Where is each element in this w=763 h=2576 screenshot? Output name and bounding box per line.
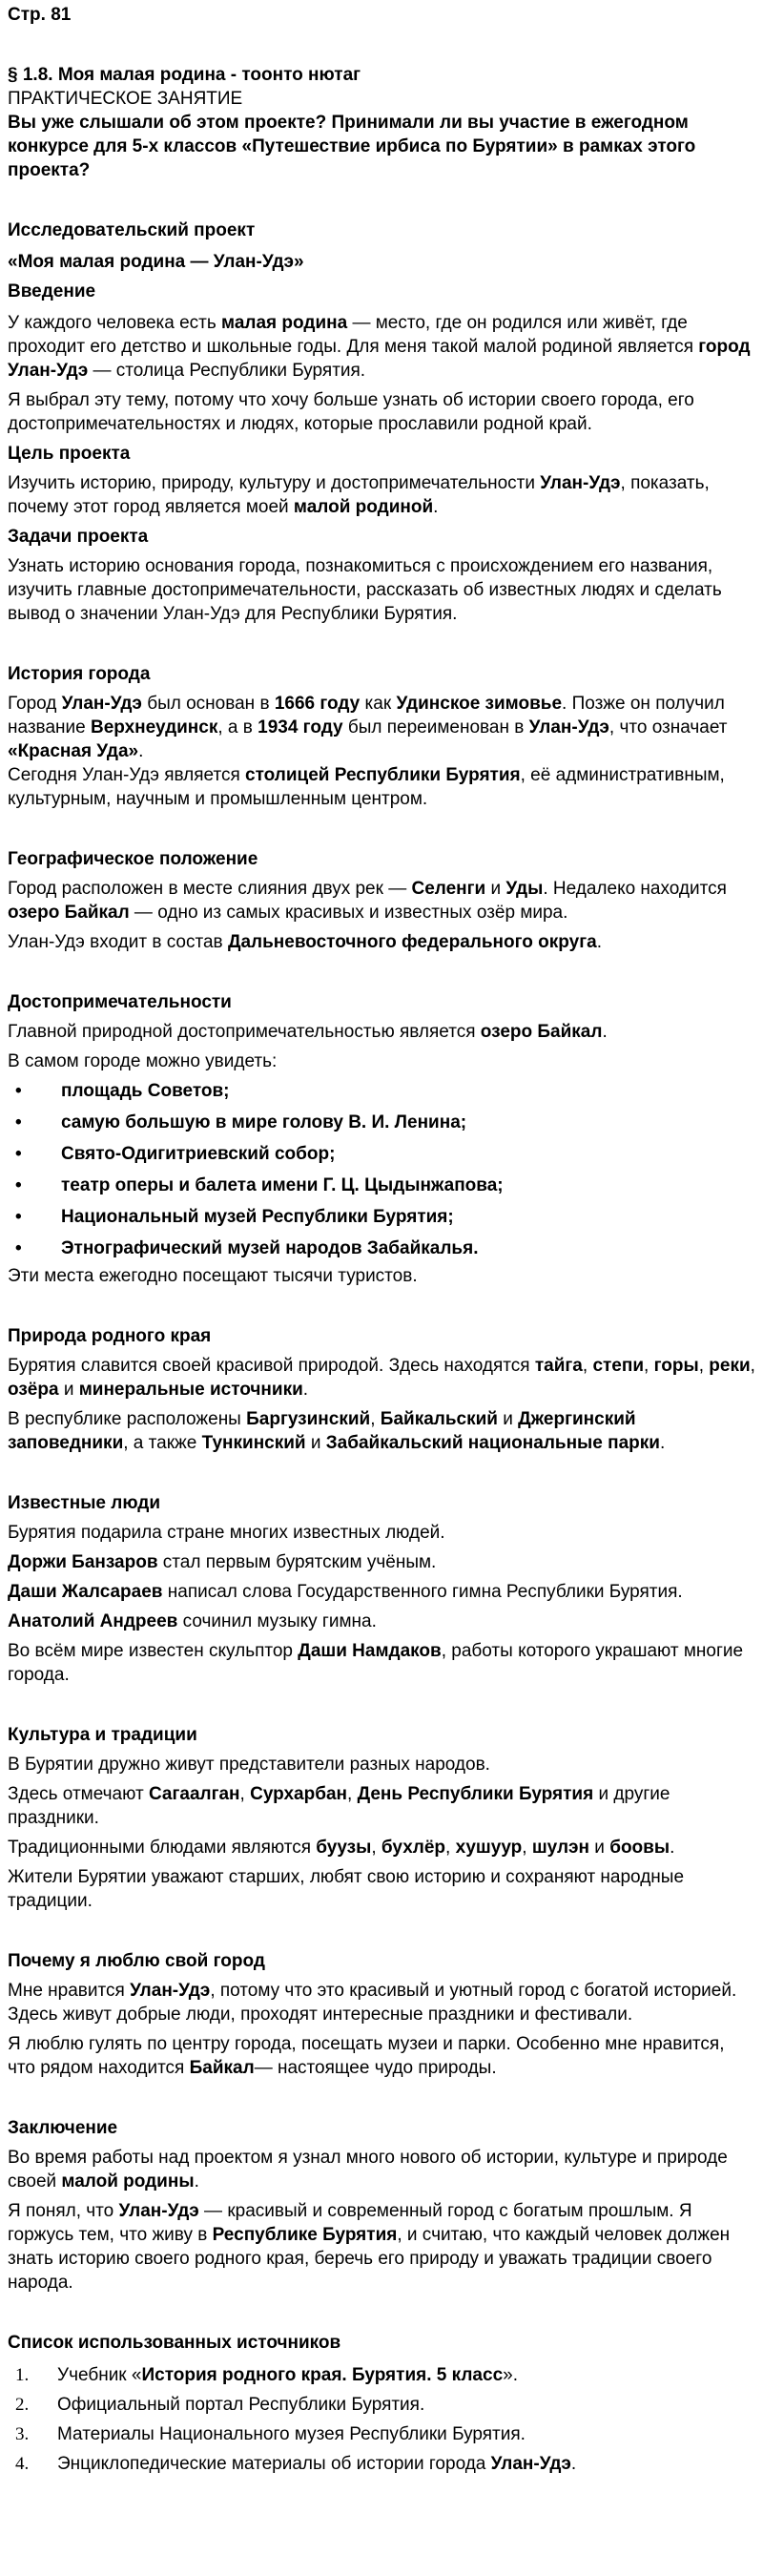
love-paragraph-2: Я люблю гулять по центру города, посещать музеи и парки. Особенно мне нравится, что рядом находится Байкал— настоящее чудо природы. [8,2034,725,2078]
nature-paragraph-1: Бурятия славится своей красивой природой. Здесь находятся тайга, степи, горы, реки, озёра и минеральные источники. [8,1356,755,1400]
people-paragraph-4: Анатолий Андреев сочинил музыку гимна. [8,1611,377,1631]
sights-paragraph-2: В самом городе можно увидеть: [8,1051,278,1071]
tasks-paragraph: Узнать историю основания города, познакомиться с происхождением его названия, изучить главные достопримечательности, рассказать об известных людях и сделать вывод о значении Улан-Удэ для Республики Бурятия. [8,556,722,624]
people-paragraph-3: Даши Жалсараев написал слова Государственного гимна Республики Бурятия. [8,1582,683,1602]
people-paragraph-1: Бурятия подарила стране многих известных людей. [8,1523,445,1543]
sights-paragraph-1: Главной природной достопримечательностью является озеро Байкал. [8,1022,608,1042]
bullet-icon: • [15,1081,22,1101]
list-item: • площадь Советов; [8,1075,755,1107]
goal-paragraph: Изучить историю, природу, культуру и достопримечательности Улан-Удэ, показать, почему этот город является моей малой родиной. [8,473,710,517]
list-item: • Национальный музей Республики Бурятия; [8,1201,755,1233]
culture-paragraph-3: Традиционными блюдами являются буузы, бухлёр, хушуур, шулэн и боовы. [8,1838,675,1858]
tasks-heading: Задачи проекта [8,527,149,547]
bullet-icon: • [15,1238,22,1258]
intro-heading: Введение [8,281,96,301]
page-number: Стр. 81 [8,5,72,25]
nature-heading: Природа родного края [8,1326,212,1346]
list-item: 4. Энциклопедические материалы об истории города Улан-Удэ. [15,2454,577,2474]
list-item: 2. Официальный портал Республики Бурятия. [15,2395,425,2415]
history-paragraph-1: Город Улан-Удэ был основан в 1666 году как Удинское зимовье. Позже он получил название Верхнеудинск, а в 1934 году был переименован в Улан-Удэ, что означает «Красная Уда». [8,694,728,761]
geography-heading: Географическое положение [8,849,258,869]
love-heading: Почему я люблю свой город [8,1951,265,1971]
list-item: • Свято-Одигитриевский собор; [8,1138,755,1170]
intro-paragraph-2: Я выбрал эту тему, потому что хочу больше узнать об истории своего города, его достопримечательностях и людях, которые прославили родной край. [8,390,694,434]
sources-list [8,2360,755,2479]
sights-paragraph-3: Эти места ежегодно посещают тысячи туристов. [8,1266,418,1286]
intro-paragraph-1: У каждого человека есть малая родина — место, где он родился или живёт, где проходит его детство и школьные годы. Для меня такой малой родиной является город Улан-Удэ — столица Республики Бурятия. [8,313,751,381]
goal-heading: Цель проекта [8,444,131,464]
lesson-question: Вы уже слышали об этом проекте? Принимали ли вы участие в ежегодном конкурсе для 5-х классов «Путешествие ирбиса по Бурятии» в рамках этого проекта? [8,113,696,180]
bullet-icon: • [15,1175,22,1195]
list-item: 3. Материалы Национального музея Республики Бурятия. [15,2424,526,2444]
people-heading: Известные люди [8,1493,161,1513]
geography-paragraph-1: Город расположен в месте слияния двух рек — Селенги и Уды. Недалеко находится озеро Байкал — одно из самых красивых и известных озёр мира. [8,879,727,923]
history-heading: История города [8,664,151,684]
bullet-icon: • [15,1207,22,1227]
culture-paragraph-2: Здесь отмечают Сагаалган, Сурхарбан, День Республики Бурятия и другие праздники. [8,1784,670,1828]
lesson-title: § 1.8. Моя малая родина - тоонто нютаг [8,65,361,85]
geography-paragraph-2: Улан-Удэ входит в состав Дальневосточного федерального округа. [8,932,602,952]
project-name: «Моя малая родина — Улан-Удэ» [8,252,304,272]
conclusion-heading: Заключение [8,2118,118,2138]
sights-heading: Достопримечательности [8,992,232,1012]
project-label: Исследовательский проект [8,220,256,240]
culture-paragraph-4: Жители Бурятии уважают старших, любят свою историю и сохраняют народные традиции. [8,1867,685,1911]
bullet-icon: • [15,1112,22,1132]
nature-paragraph-2: В республике расположены Баргузинский, Байкальский и Джергинский заповедники, а также Тункинский и Забайкальский национальные парки. [8,1409,666,1453]
lesson-subtitle: ПРАКТИЧЕСКОЕ ЗАНЯТИЕ [8,89,243,109]
sights-list [8,1075,755,1264]
culture-heading: Культура и традиции [8,1725,197,1745]
people-paragraph-5: Во всём мире известен скульптор Даши Намдаков, работы которого украшают многие города. [8,1641,744,1685]
list-item: • самую большую в мире голову В. И. Ленина; [8,1107,755,1138]
people-paragraph-2: Доржи Банзаров стал первым бурятским учёным. [8,1552,437,1572]
culture-paragraph-1: В Бурятии дружно живут представители разных народов. [8,1755,490,1775]
list-item: • театр оперы и балета имени Г. Ц. Цыдынжапова; [8,1170,755,1201]
bullet-icon: • [15,1144,22,1164]
conclusion-paragraph-2: Я понял, что Улан-Удэ — красивый и современный город с богатым прошлым. Я горжусь тем, что живу в Республике Бурятия, и считаю, что каждый человек должен знать историю своего родного края, беречь его природу и уважать традиции своего народа. [8,2201,731,2293]
history-paragraph-2: Сегодня Улан-Удэ является столицей Республики Бурятия, её административным, культурным, научным и промышленным центром. [8,765,725,809]
conclusion-paragraph-1: Во время работы над проектом я узнал много нового об истории, культуре и природе своей малой родины. [8,2148,728,2192]
list-item: • Этнографический музей народов Забайкалья. [8,1233,755,1264]
sources-heading: Список использованных источников [8,2333,341,2353]
love-paragraph-1: Мне нравится Улан-Удэ, потому что это красивый и уютный город с богатой историей. Здесь живут добрые люди, проходят интересные праздники и фестивали. [8,1981,737,2025]
list-item: 1. Учебник «История родного края. Бурятия. 5 класс». [15,2365,518,2385]
